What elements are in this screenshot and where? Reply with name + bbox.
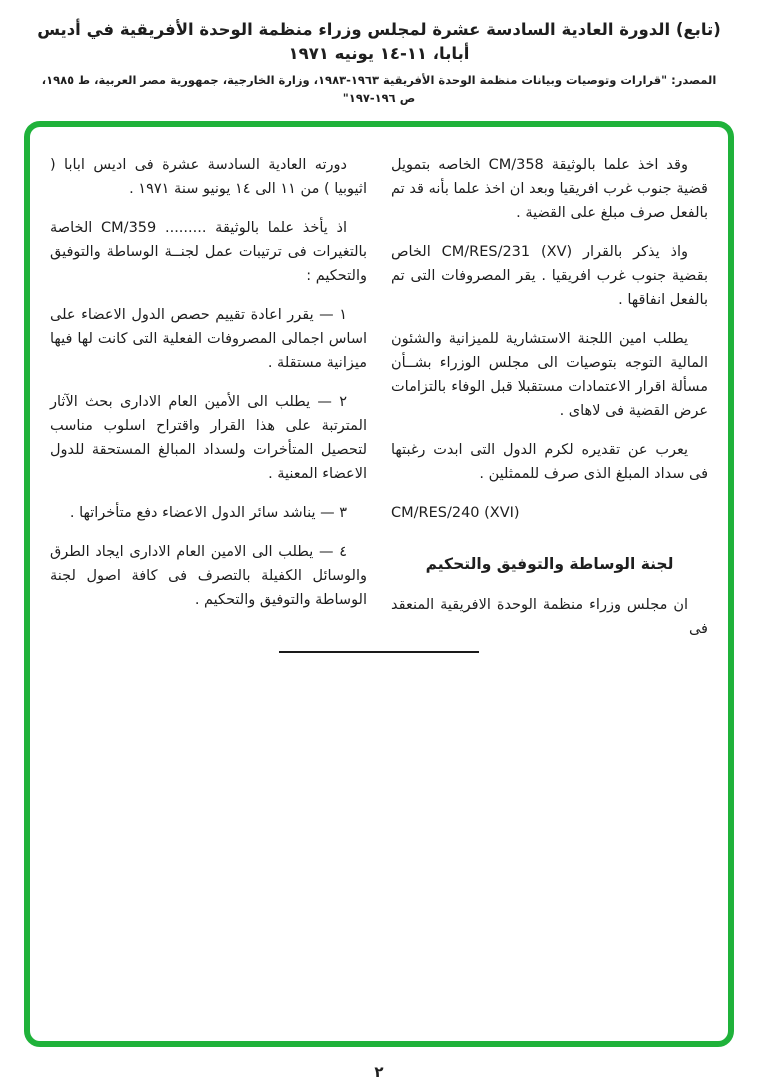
paragraph-session-continuation: دورته العادية السادسة عشرة فى اديس ابابا ( اثيوبيا ) من ١١ الى ١٤ يونيو سنة ١٩٧١ . [50,157,367,197]
paragraph-gratitude: يعرب عن تقديره لكرم الدول التى ابدت رغبتها فى سداد المبلغ الذى صرف للممثلين . [391,442,708,482]
paragraph-cm358: وقد اخذ علما بالوثيقة CM/358 الخاصه بتمويل قضية جنوب غرب افريقيا وبعد ان اخذ علما بأنه قد تم بالفعل صرف مبلغ على القضية . [391,157,708,221]
resolution-item-3: ٣ — يناشد سائر الدول الاعضاء دفع متأخراتها . [69,505,347,521]
section-heading: لجنة الوساطة والتوفيق والتحكيم [425,555,674,573]
section-divider [279,651,479,653]
resolution-item-4: ٤ — يطلب الى الامين العام الادارى ايجاد الطرق والوسائل الكفيلة بالتصرف فى كافة اصول لجنة الوساطة والتوفيق والتحكيم . [50,544,367,608]
paragraph-cmres231: واذ يذكر بالقرار CM/RES/231 (XV) الخاص بقضية جنوب غرب افريقيا . يقر المصروفات التى تم بالفعل انفاقها . [391,244,708,308]
session-title: (تابع) الدورة العادية السادسة عشرة لمجلس وزراء منظمة الوحدة الأفريقية في أديس أبابا، ١١-١٤ يونيه ١٩٧١ [37,20,721,63]
two-column-text [50,153,708,656]
page-number: ٢ [374,1063,384,1081]
paragraph-cm359: اذ يأخذ علما بالوثيقة ......... CM/359 الخاصة بالتغيرات فى ترتيبات عمل لجنــة الوساطة والتوفيق والتحكيم : [50,220,367,284]
paragraph-council-opening: ان مجلس وزراء منظمة الوحدة الافريقية المنعقد فى [391,597,708,637]
page-header [0,0,758,107]
resolution-reference: CM/RES/240 (XVI) [391,505,520,521]
resolution-item-1: ١ — يقرر اعادة تقييم حصص الدول الاعضاء على اساس اجمالى المصروفات الفعلية التى كانت لها فيها ميزانية مستقلة . [50,307,367,371]
content-frame [24,121,734,1047]
right-column [391,153,708,656]
source-citation: المصدر: "قرارات وتوصيات وبيانات منظمة الوحدة الأفريقية ١٩٦٣-١٩٨٣، وزارة الخارجية، جمهورية مصر العربية، ط ١٩٨٥، ص ١٩٦-١٩٧" [41,73,717,105]
left-column [50,153,367,656]
resolution-item-2: ٢ — يطلب الى الأمين العام الادارى بحث الآثار المترتبة على هذا القرار واقتراح اسلوب مناسب لتحصيل المتأخرات ولسداد المبالغ المستحقة للدول الاعضاء المعنية . [50,394,367,482]
page-footer [0,1063,758,1081]
paragraph-budget-committee: يطلب امين اللجنة الاستشارية للميزانية والشئون المالية التوجه بتوصيات الى مجلس الوزراء بشــأن مسألة اقرار الاعتمادات مستقبلا قبل الوفاء بالتزامات عرض القضية فى لاهاى . [391,331,708,419]
